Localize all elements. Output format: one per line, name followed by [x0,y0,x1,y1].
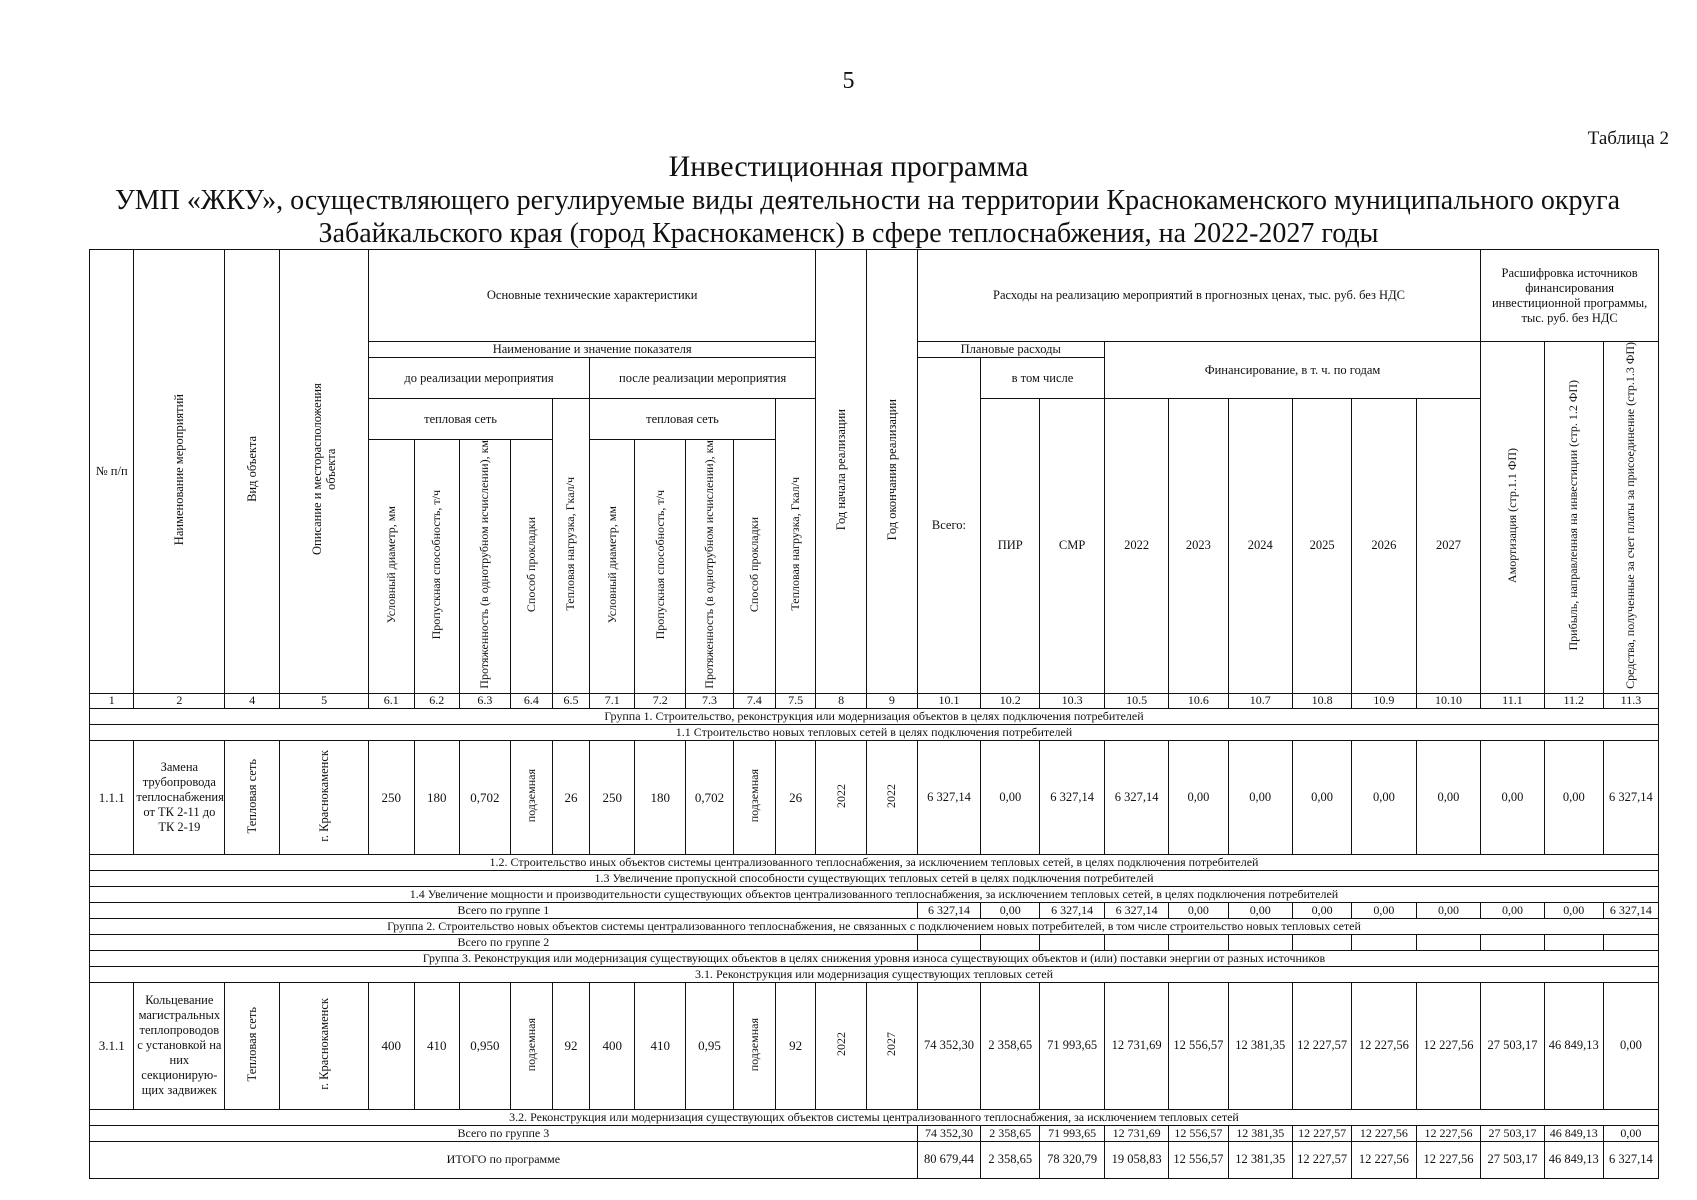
grand-total-value: 2 358,65 [981,1141,1040,1178]
empty-cell [1544,934,1603,950]
total-value: 12 556,57 [1169,1125,1228,1141]
header-diameter-before: Условный диаметр, мм [369,440,414,694]
total-value: 71 993,65 [1040,1125,1104,1141]
start-year: 2022 [816,982,867,1109]
header-year-2026: 2026 [1352,399,1416,694]
empty-cell [917,934,980,950]
header-network-before: тепловая сеть [369,399,553,440]
total-value: 0,00 [1603,1125,1658,1141]
column-number: 6.1 [369,693,414,708]
total-group-2-row [90,934,1659,950]
empty-cell [981,934,1040,950]
column-number: 10.9 [1352,693,1416,708]
header-length-after: Протяженность (в однотрубном исчислении), км [686,440,734,694]
cost-smr: 6 327,14 [1040,740,1104,854]
source-amortization: 0,00 [1481,740,1544,854]
document-subtitle-line-1: УМП «ЖКУ», осуществляющего регулируемые виды деятельности на территории Краснокаменского муниципального округа [114,185,1621,216]
cost-pir: 2 358,65 [981,982,1040,1109]
header-after: после реализации мероприятия [589,358,815,399]
object-type: Тепловая сеть [225,982,280,1109]
table-label: Таблица 2 [1587,128,1669,149]
section-3-1-heading: 3.1. Реконструкция или модернизация существующих тепловых сетей [90,966,1659,982]
source-profit: 46 849,13 [1544,982,1603,1109]
column-number: 10.1 [917,693,980,708]
empty-cell [1169,934,1228,950]
total-value: 6 327,14 [1603,902,1658,918]
column-number: 2 [134,693,225,708]
total-value: 0,00 [1292,902,1351,918]
header-network-after: тепловая сеть [589,399,775,440]
total-value: 12 381,35 [1228,1125,1292,1141]
source-fees: 0,00 [1603,982,1658,1109]
grand-total-value: 6 327,14 [1603,1141,1658,1178]
financing-2024: 0,00 [1228,740,1292,854]
grand-total-value: 12 381,35 [1228,1141,1292,1178]
start-year: 2022 [816,740,867,854]
group-2-heading: Группа 2. Строительство новых объектов системы централизованного теплоснабжения, не связанных с подключением новых потребителей, в том числе строительство новых тепловых сетей [90,918,1659,934]
column-number: 7.3 [686,693,734,708]
header-method-before: Способ прокладки [510,440,552,694]
financing-2023: 0,00 [1169,740,1228,854]
cost-pir: 0,00 [981,740,1040,854]
column-number: 6.2 [414,693,459,708]
grand-total-value: 46 849,13 [1544,1141,1603,1178]
header-costs: Расходы на реализацию мероприятий в прогнозных ценах, тыс. руб. без НДС [917,250,1481,342]
financing-2026: 0,00 [1352,740,1416,854]
empty-cell [1603,934,1658,950]
empty-cell [1040,934,1104,950]
column-number: 11.2 [1544,693,1603,708]
load-after: 26 [776,740,816,854]
capacity-after: 410 [635,982,686,1109]
measure-name: Кольцевание магистральных теплопроводов с установкой на них секционирую-щих задвижек [134,982,225,1109]
length-before: 0,702 [459,740,510,854]
header-start-year: Год начала реализации [816,250,867,694]
length-after: 0,702 [686,740,734,854]
total-value: 46 849,13 [1544,1125,1603,1141]
column-number: 4 [225,693,280,708]
header-method-after: Способ прокладки [733,440,775,694]
grand-total-label: ИТОГО по программе [90,1141,918,1178]
empty-cell [1104,934,1168,950]
header-pir: ПИР [981,399,1040,694]
diameter-after: 250 [589,740,634,854]
total-value: 6 327,14 [917,902,980,918]
header-type: Вид объекта [225,250,280,694]
header-indicator: Наименование и значение показателя [369,342,816,358]
header-length-before: Протяженность (в однотрубном исчислении), км [459,440,510,694]
row-number: 3.1.1 [90,982,134,1109]
total-group-3-label: Всего по группе 3 [90,1125,918,1141]
header-financing: Финансирование, в т. ч. по годам [1104,342,1480,399]
header-connection-fees: Средства, полученные за счет платы за присоединение (стр.1.3 ФП) [1603,342,1658,694]
grand-total-value: 80 679,44 [917,1141,980,1178]
grand-total-row [90,1141,1659,1178]
section-1-3-heading: 1.3 Увеличение пропускной способности существующих тепловых сетей в целях подключения потребителей [90,870,1659,886]
cost-smr: 71 993,65 [1040,982,1104,1109]
column-number: 6.3 [459,693,510,708]
total-value: 0,00 [1352,902,1416,918]
total-value: 2 358,65 [981,1125,1040,1141]
capacity-before: 180 [414,740,459,854]
header-description: Описание и месторасположения объекта [280,250,369,694]
capacity-after: 180 [635,740,686,854]
total-value: 0,00 [1228,902,1292,918]
load-after: 92 [776,982,816,1109]
source-profit: 0,00 [1544,740,1603,854]
grand-total-value: 19 058,83 [1104,1141,1168,1178]
total-value: 0,00 [1481,902,1544,918]
total-group-3-row [90,1125,1659,1141]
header-sources: Расшифровка источников финансирования инвестиционной программы, тыс. руб. без НДС [1481,250,1659,342]
total-group-1-row [90,902,1659,918]
header-num: № п/п [90,250,134,694]
header-year-2027: 2027 [1416,399,1481,694]
financing-2027: 0,00 [1416,740,1481,854]
page-number: 5 [842,68,855,94]
grand-total-value: 12 227,56 [1352,1141,1416,1178]
header-total: Всего: [917,358,980,694]
column-number: 10.6 [1169,693,1228,708]
empty-cell [1228,934,1292,950]
document-subtitle-line-2: Забайкальского края (город Краснокаменск) в сфере теплоснабжения, на 2022-2027 годы [318,218,1379,249]
column-number: 7.4 [733,693,775,708]
financing-2022: 12 731,69 [1104,982,1168,1109]
grand-total-value: 78 320,79 [1040,1141,1104,1178]
method-before: подземная [510,740,552,854]
total-value: 12 227,56 [1352,1125,1416,1141]
total-value: 27 503,17 [1481,1125,1544,1141]
cost-total: 6 327,14 [917,740,980,854]
empty-cell [1416,934,1481,950]
section-1-4-heading: 1.4 Увеличение мощности и производительности существующих объектов централизованного теплоснабжения, за исключением тепловых сетей, в целях подключения потребителей [90,886,1659,902]
column-number: 6.5 [552,693,589,708]
column-number: 7.5 [776,693,816,708]
header-year-2023: 2023 [1169,399,1228,694]
diameter-before: 250 [369,740,414,854]
end-year: 2022 [867,740,918,854]
total-value: 0,00 [981,902,1040,918]
total-value: 12 227,57 [1292,1125,1351,1141]
header-load-after: Тепловая нагрузка, Гкал/ч [776,399,816,694]
total-group-2-label: Всего по группе 2 [90,934,918,950]
financing-2027: 12 227,56 [1416,982,1481,1109]
length-after: 0,95 [686,982,734,1109]
header-year-2025: 2025 [1292,399,1351,694]
financing-2022: 6 327,14 [1104,740,1168,854]
column-number: 10.8 [1292,693,1351,708]
header-diameter-after: Условный диаметр, мм [589,440,634,694]
table-row [90,982,1659,1109]
cost-total: 74 352,30 [917,982,980,1109]
header-capacity-before: Пропускная способность, т/ч [414,440,459,694]
column-number: 6.4 [510,693,552,708]
header-year-2022: 2022 [1104,399,1168,694]
header-smr: СМР [1040,399,1104,694]
column-number: 10.2 [981,693,1040,708]
length-before: 0,950 [459,982,510,1109]
column-number: 10.5 [1104,693,1168,708]
grand-total-value: 27 503,17 [1481,1141,1544,1178]
column-number: 7.1 [589,693,634,708]
empty-cell [1352,934,1416,950]
total-group-1-label: Всего по группе 1 [90,902,918,918]
total-value: 74 352,30 [917,1125,980,1141]
column-number: 11.3 [1603,693,1658,708]
document-title: Инвестиционная программа [668,150,1029,183]
header-amortization: Амортизация (стр.1.1 ФП) [1481,342,1544,694]
empty-cell [1481,934,1544,950]
header-end-year: Год окончания реализации [867,250,918,694]
total-value: 6 327,14 [1040,902,1104,918]
column-numbers-row [90,693,1659,708]
header-tech: Основные технические характеристики [369,250,816,342]
header-year-2024: 2024 [1228,399,1292,694]
section-3-2-heading: 3.2. Реконструкция или модернизация существующих объектов системы централизованного теплоснабжения, за исключением тепловых сетей [90,1109,1659,1125]
grand-total-value: 12 227,57 [1292,1141,1351,1178]
object-location: г. Краснокаменск [280,982,369,1109]
table-row [90,740,1659,854]
header-name: Наименование мероприятий [134,250,225,694]
header-planned: Плановые расходы [917,342,1104,358]
method-after: подземная [733,740,775,854]
total-value: 12 731,69 [1104,1125,1168,1141]
header-capacity-after: Пропускная способность, т/ч [635,440,686,694]
financing-2025: 12 227,57 [1292,982,1351,1109]
total-value: 0,00 [1416,902,1481,918]
header-profit: Прибыль, направленная на инвестиции (стр. 1.2 ФП) [1544,342,1603,694]
header-before: до реализации мероприятия [369,358,590,399]
total-value: 12 227,56 [1416,1125,1481,1141]
method-after: подземная [733,982,775,1109]
section-1-2-heading: 1.2. Строительство иных объектов системы централизованного теплоснабжения, за исключением тепловых сетей, в целях подключения потребителей [90,854,1659,870]
empty-cell [1292,934,1351,950]
end-year: 2027 [867,982,918,1109]
column-number: 7.2 [635,693,686,708]
column-number: 10.3 [1040,693,1104,708]
column-number: 1 [90,693,134,708]
total-value: 0,00 [1544,902,1603,918]
diameter-before: 400 [369,982,414,1109]
group-1-heading: Группа 1. Строительство, реконструкция или модернизация объектов в целях подключения потребителей [90,708,1659,724]
group-3-heading: Группа 3. Реконструкция или модернизация существующих объектов в целях снижения уровня износа существующих объектов и (или) поставки энергии от разных источников [90,950,1659,966]
load-before: 92 [552,982,589,1109]
grand-total-value: 12 227,56 [1416,1141,1481,1178]
column-number: 9 [867,693,918,708]
column-number: 5 [280,693,369,708]
diameter-after: 400 [589,982,634,1109]
total-value: 6 327,14 [1104,902,1168,918]
method-before: подземная [510,982,552,1109]
column-number: 8 [816,693,867,708]
column-number: 10.7 [1228,693,1292,708]
source-fees: 6 327,14 [1603,740,1658,854]
object-location: г. Краснокаменск [280,740,369,854]
total-value: 0,00 [1169,902,1228,918]
grand-total-value: 12 556,57 [1169,1141,1228,1178]
measure-name: Замена трубопровода теплоснабжения от ТК 2-11 до ТК 2-19 [134,740,225,854]
investment-program-table [89,249,1659,1179]
source-amortization: 27 503,17 [1481,982,1544,1109]
header-including: в том числе [981,358,1105,399]
financing-2026: 12 227,56 [1352,982,1416,1109]
financing-2023: 12 556,57 [1169,982,1228,1109]
column-number: 10.10 [1416,693,1481,708]
section-1-1-heading: 1.1 Строительство новых тепловых сетей в целях подключения потребителей [90,724,1659,740]
column-number: 11.1 [1481,693,1544,708]
capacity-before: 410 [414,982,459,1109]
financing-2024: 12 381,35 [1228,982,1292,1109]
load-before: 26 [552,740,589,854]
financing-2025: 0,00 [1292,740,1351,854]
object-type: Тепловая сеть [225,740,280,854]
row-number: 1.1.1 [90,740,134,854]
header-load-before: Тепловая нагрузка, Гкал/ч [552,399,589,694]
